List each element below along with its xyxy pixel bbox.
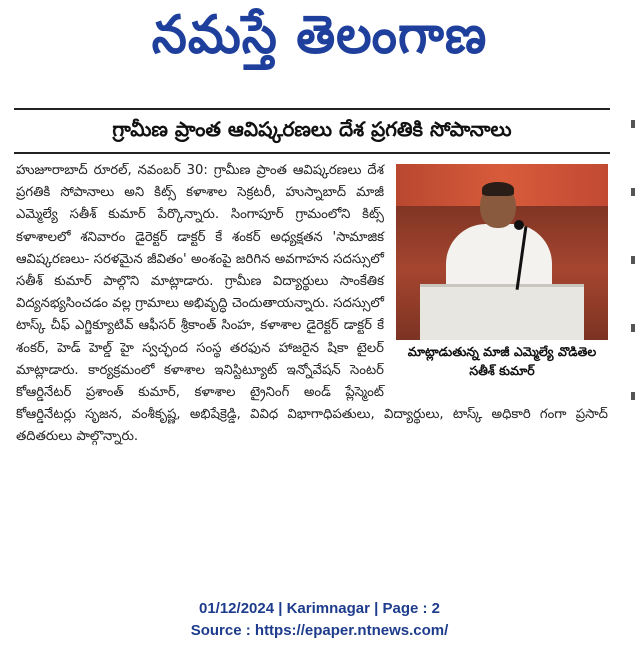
speaker-photo	[396, 164, 608, 340]
article-photo-box	[396, 164, 608, 382]
headline-top-rule	[14, 108, 610, 110]
footer-date-edition-page: 01/12/2024 | Karimnagar | Page : 2	[198, 600, 441, 617]
page-edge-marks	[629, 120, 637, 580]
article-headline: గ్రామీణ ప్రాంత ఆవిష్కరణలు దేశ ప్రగతికి సోపానాలు	[112, 116, 512, 141]
photo-caption: మాట్లాడుతున్న మాజీ ఎమ్మెల్యే వొడితెల సతీశ్ కుమార్	[407, 344, 597, 378]
footer-source: Source : https://epaper.ntnews.com/	[190, 622, 449, 639]
footer	[0, 598, 639, 642]
headline-bottom-rule	[14, 152, 610, 154]
masthead-title: నమస్తే తెలంగాణ	[151, 3, 488, 66]
article-body-text: హుజూరాబాద్ రూరల్, నవంబర్ 30: గ్రామీణ ప్రాంత ఆవిష్కరణలు దేశ ప్రగతికి సోపానాలు అని కిట్స్ కళాశాల సెక్రటరీ, హుస్నాబాద్ మాజీ ఎమ్మెల్యే సతీశ్ కుమార్ పేర్కొన్నారు. సింగాపూర్ గ్రామంలోని కిట్స్ కళాశాలలో శనివారం డైరెక్టర్ డాక్టర్ కే శంకర్ అధ్యక్షతన 'సామాజిక ఆవిష్కరణలు- సరళమైన జీవితం' అంశంపై జరిగిన అవగాహన సదస్సులో సతీశ్ కుమార్ పాల్గొని మాట్లాడారు. గ్రామీణ విద్యార్థులు సాంకేతిక విద్యనభ్యసించడం వల్ల గ్రామాలు అభివృద్ధి చెందుతాయన్నారు. సదస్సులో టాస్క్ చీఫ్ ఎగ్జిక్యూటివ్ ఆఫీసర్ శ్రీకాంత్ సింహ, కళాశాల డైరెక్టర్ డాక్టర్ కే శంకర్, హెడ్ హెల్డ్ హై స్వచ్ఛంద సంస్థ తరఫున హాజరైన షికా టైలర్ మాట్లాడారు. కార్యక్రమంలో కళాశాల ఇనిస్టిట్యూట్ ఇన్నోవేషన్ సెంటర్ కోఆర్డినేటర్ ప్రశాంత్ కుమార్, కళాశాల ట్రైనింగ్ అండ్ ప్లేస్మెంట్ కోఆర్డినేటర్లు సృజన, వంశీకృష్ణ, అభిషేక్రెడ్డి, వివిధ విభాగాధిపతులు, విద్యార్థులు, టాస్క్ అధికారి గంగా ప్రసాద్ తదితరులు పాల్గొన్నారు.	[16, 163, 608, 445]
masthead	[0, 0, 639, 82]
article-body-container	[16, 160, 608, 449]
